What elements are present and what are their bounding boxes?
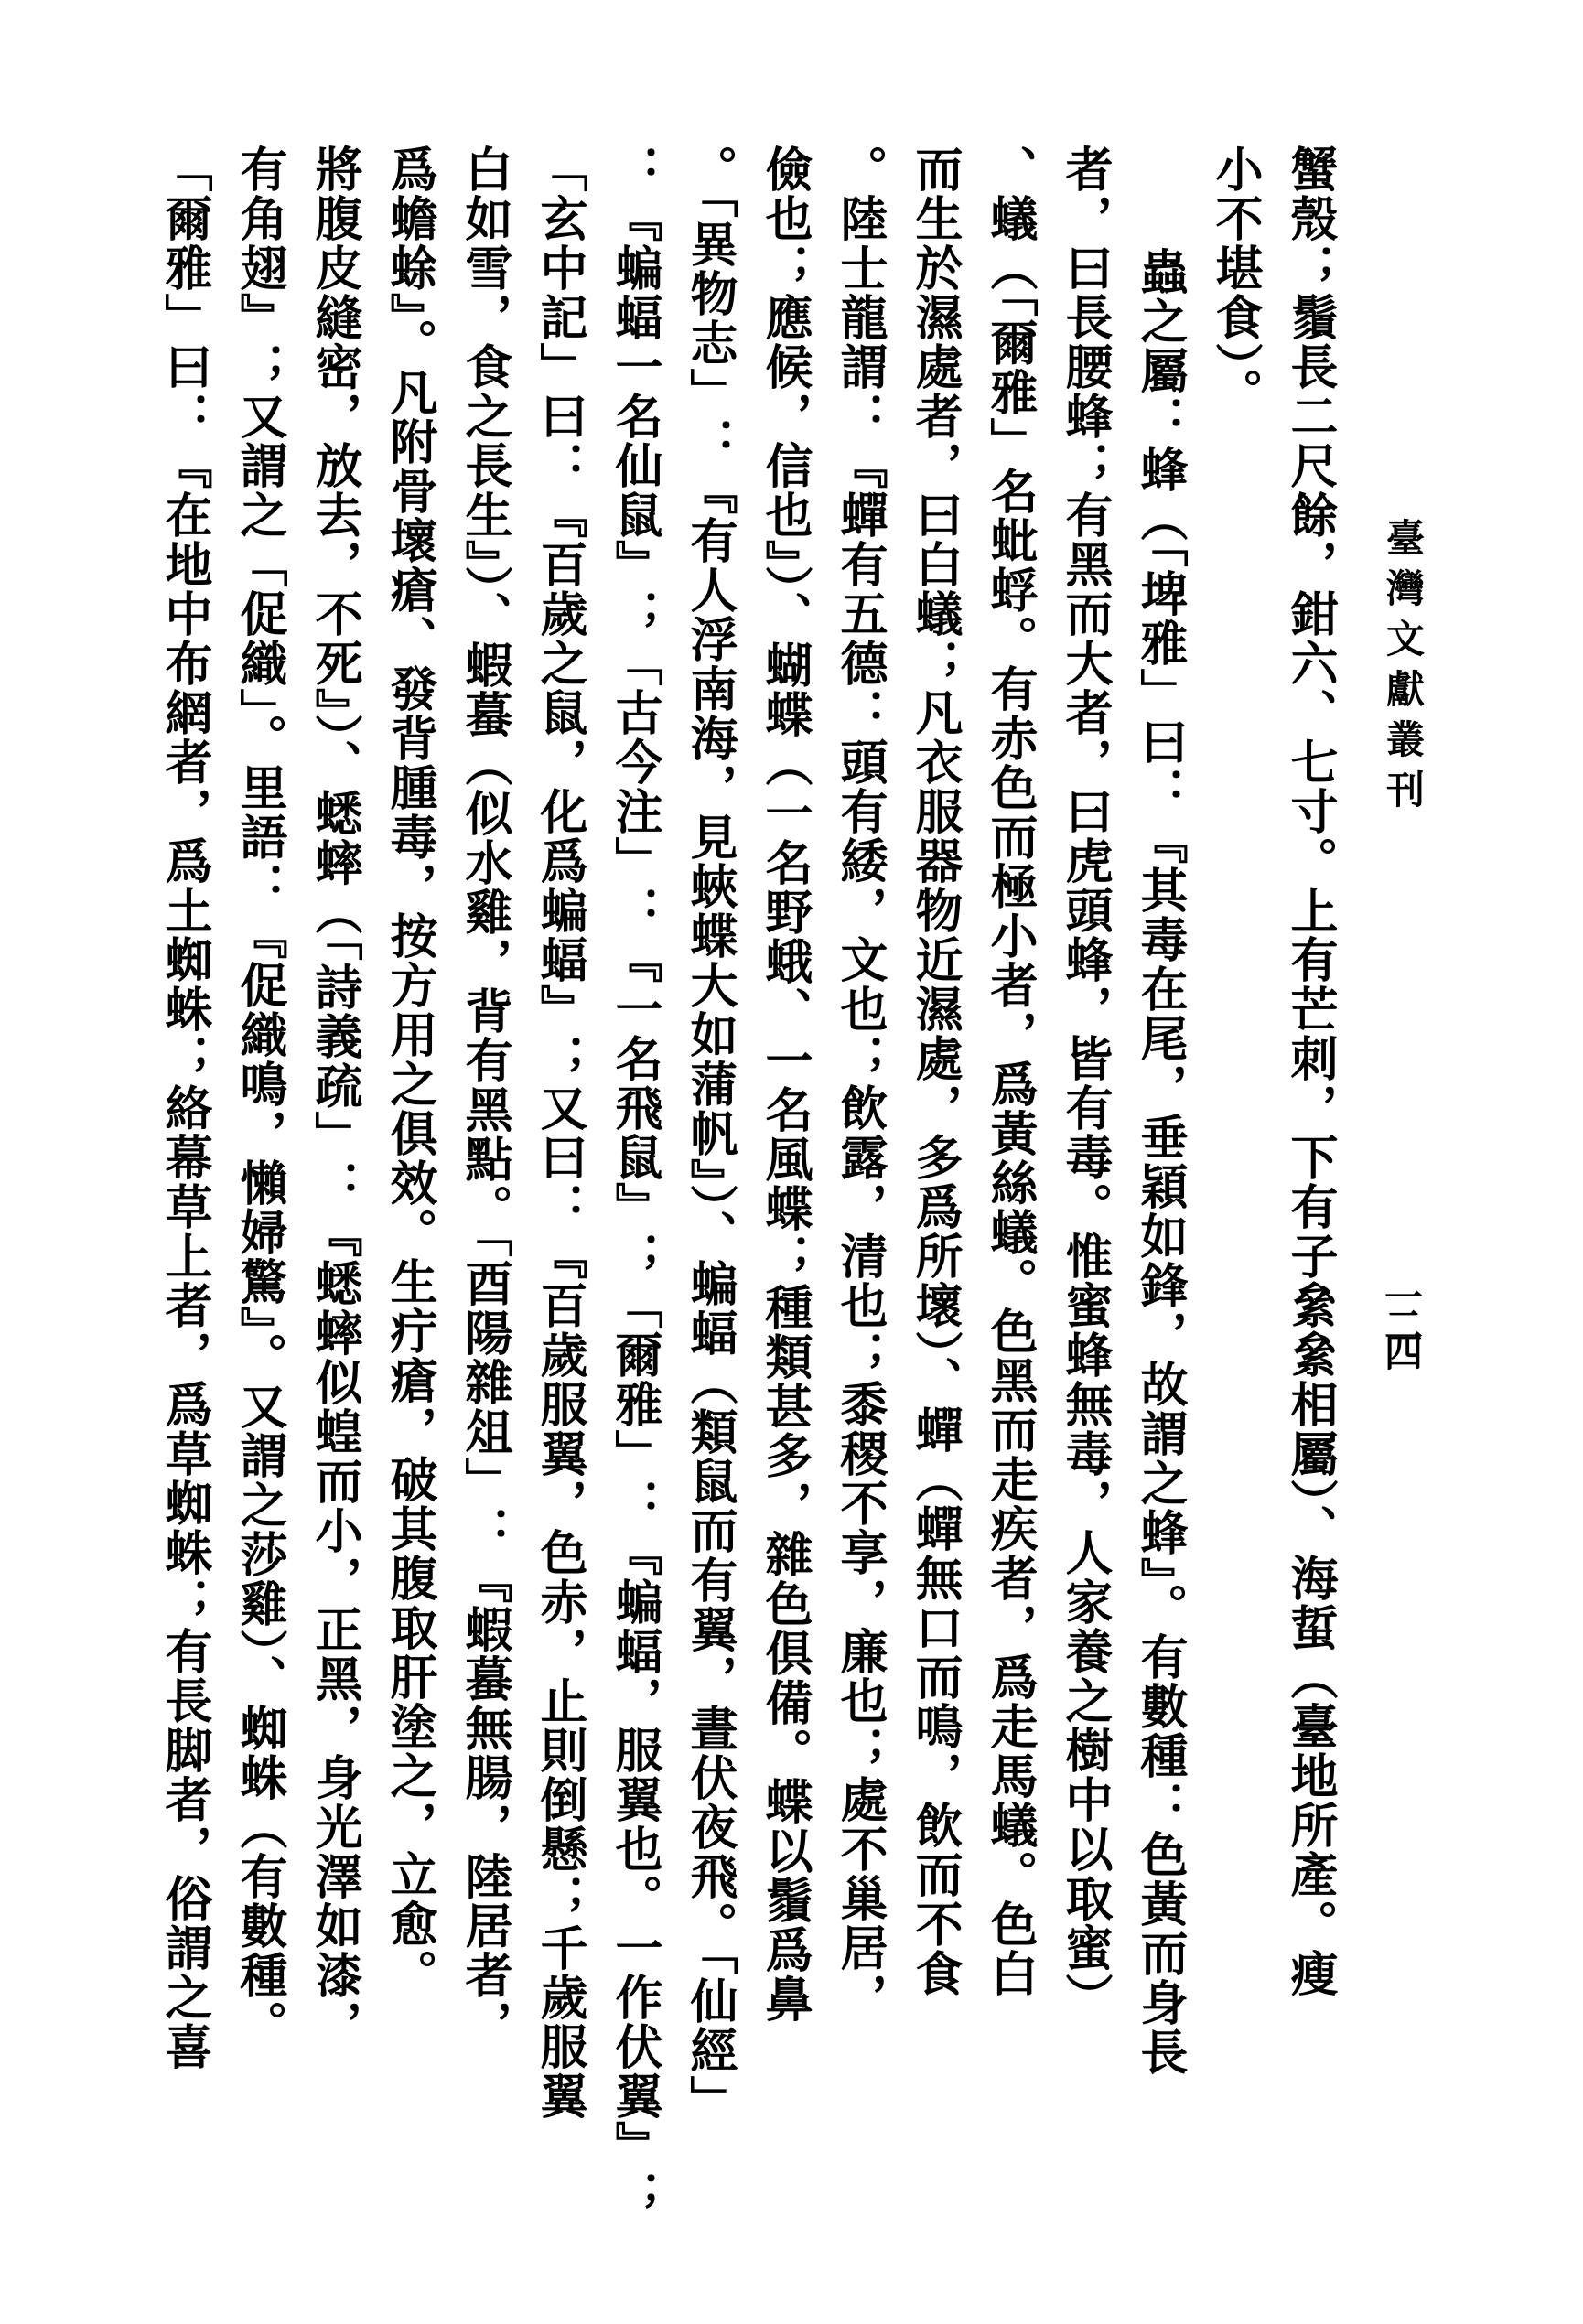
text-column-7: 。陸士龍謂：『蟬有五德：頭有緌，文也；飲露，清也；黍稷不享，廉也；處不巢居， bbox=[833, 145, 885, 2022]
text-column-11: 「玄中記」曰：『百歲之鼠，化爲蝙蝠』；又曰：『百歲服翼，色赤，止則倒懸；千歲服翼 bbox=[533, 145, 585, 2121]
text-column-15: 有角翅』；又謂之「促織」。里語：『促織鳴，懶婦驚』。又謂之莎雞）、蜘蛛（有數種。 bbox=[232, 145, 285, 2050]
text-column-2: 小不堪食）。 bbox=[1208, 145, 1260, 417]
text-column-10: ：『蝙蝠一名仙鼠』；「古今注」：『一名飛鼠』；「爾雅」：『蝙蝠，服翼也。一作伏翼』； bbox=[608, 145, 660, 2220]
text-column-6: 而生於濕處者，曰白蟻；凡衣服器物近濕處，多爲所壞）、蟬（蟬無口而鳴，飲而不食 bbox=[908, 145, 960, 1998]
text-block bbox=[144, 145, 1346, 2276]
text-column-4: 者，曰長腰蜂；有黑而大者，曰虎頭蜂，皆有毒。惟蜜蜂無毒，人家養之樹中以取蜜） bbox=[1058, 145, 1110, 2022]
page-number: 一二四 bbox=[1379, 1277, 1421, 1360]
text-column-12: 白如雪，食之長生』）、蝦蟇（似水雞，背有黑點。「酉陽雜俎」：『蝦蟇無腸，陸居者， bbox=[458, 145, 510, 2050]
text-column-1: 蟹殼；鬚長二尺餘，鉗六、七寸。上有芒刺，下有子絫絫相屬）、海蜇（臺地所產。瘦 bbox=[1283, 145, 1335, 1998]
text-column-14: 將腹皮縫密，放去，不死』）、蟋蟀（「詩義疏」：『蟋蟀似蝗而小，正黑，身光澤如漆， bbox=[307, 145, 360, 2050]
text-column-3: 蟲之屬：蜂（「埤雅」曰：『其毒在尾，垂穎如鋒，故謂之蜂』。有數種：色黃而身長 bbox=[1133, 247, 1185, 2077]
text-column-8: 儉也；應候，信也』）、蝴蝶（一名野蛾、一名風蝶；種類甚多，雜色俱備。蝶以鬚爲鼻 bbox=[758, 145, 810, 2024]
text-column-13: 爲蟾蜍』。凡附骨壞瘡、發背腫毒，按方用之俱效。生疔瘡，破其腹取肝塗之，立愈。 bbox=[382, 145, 435, 1998]
text-column-5: 、蟻（「爾雅」名蚍蜉。有赤色而極小者，爲黃絲蟻。色黑而走疾者，爲走馬蟻。色白 bbox=[983, 145, 1035, 1998]
text-column-16: 「爾雅」曰：『在地中布網者，爲土蜘蛛；絡幕草上者，爲草蜘蛛；有長脚者，俗謂之喜 bbox=[157, 145, 210, 2071]
running-head: 臺灣文獻叢刊 bbox=[1381, 518, 1423, 820]
text-column-9: 。「異物志」：『有人浮南海，見蛺蝶大如蒲帆』）、蝙蝠（類鼠而有翼，晝伏夜飛。「仙經」 bbox=[683, 145, 735, 2125]
